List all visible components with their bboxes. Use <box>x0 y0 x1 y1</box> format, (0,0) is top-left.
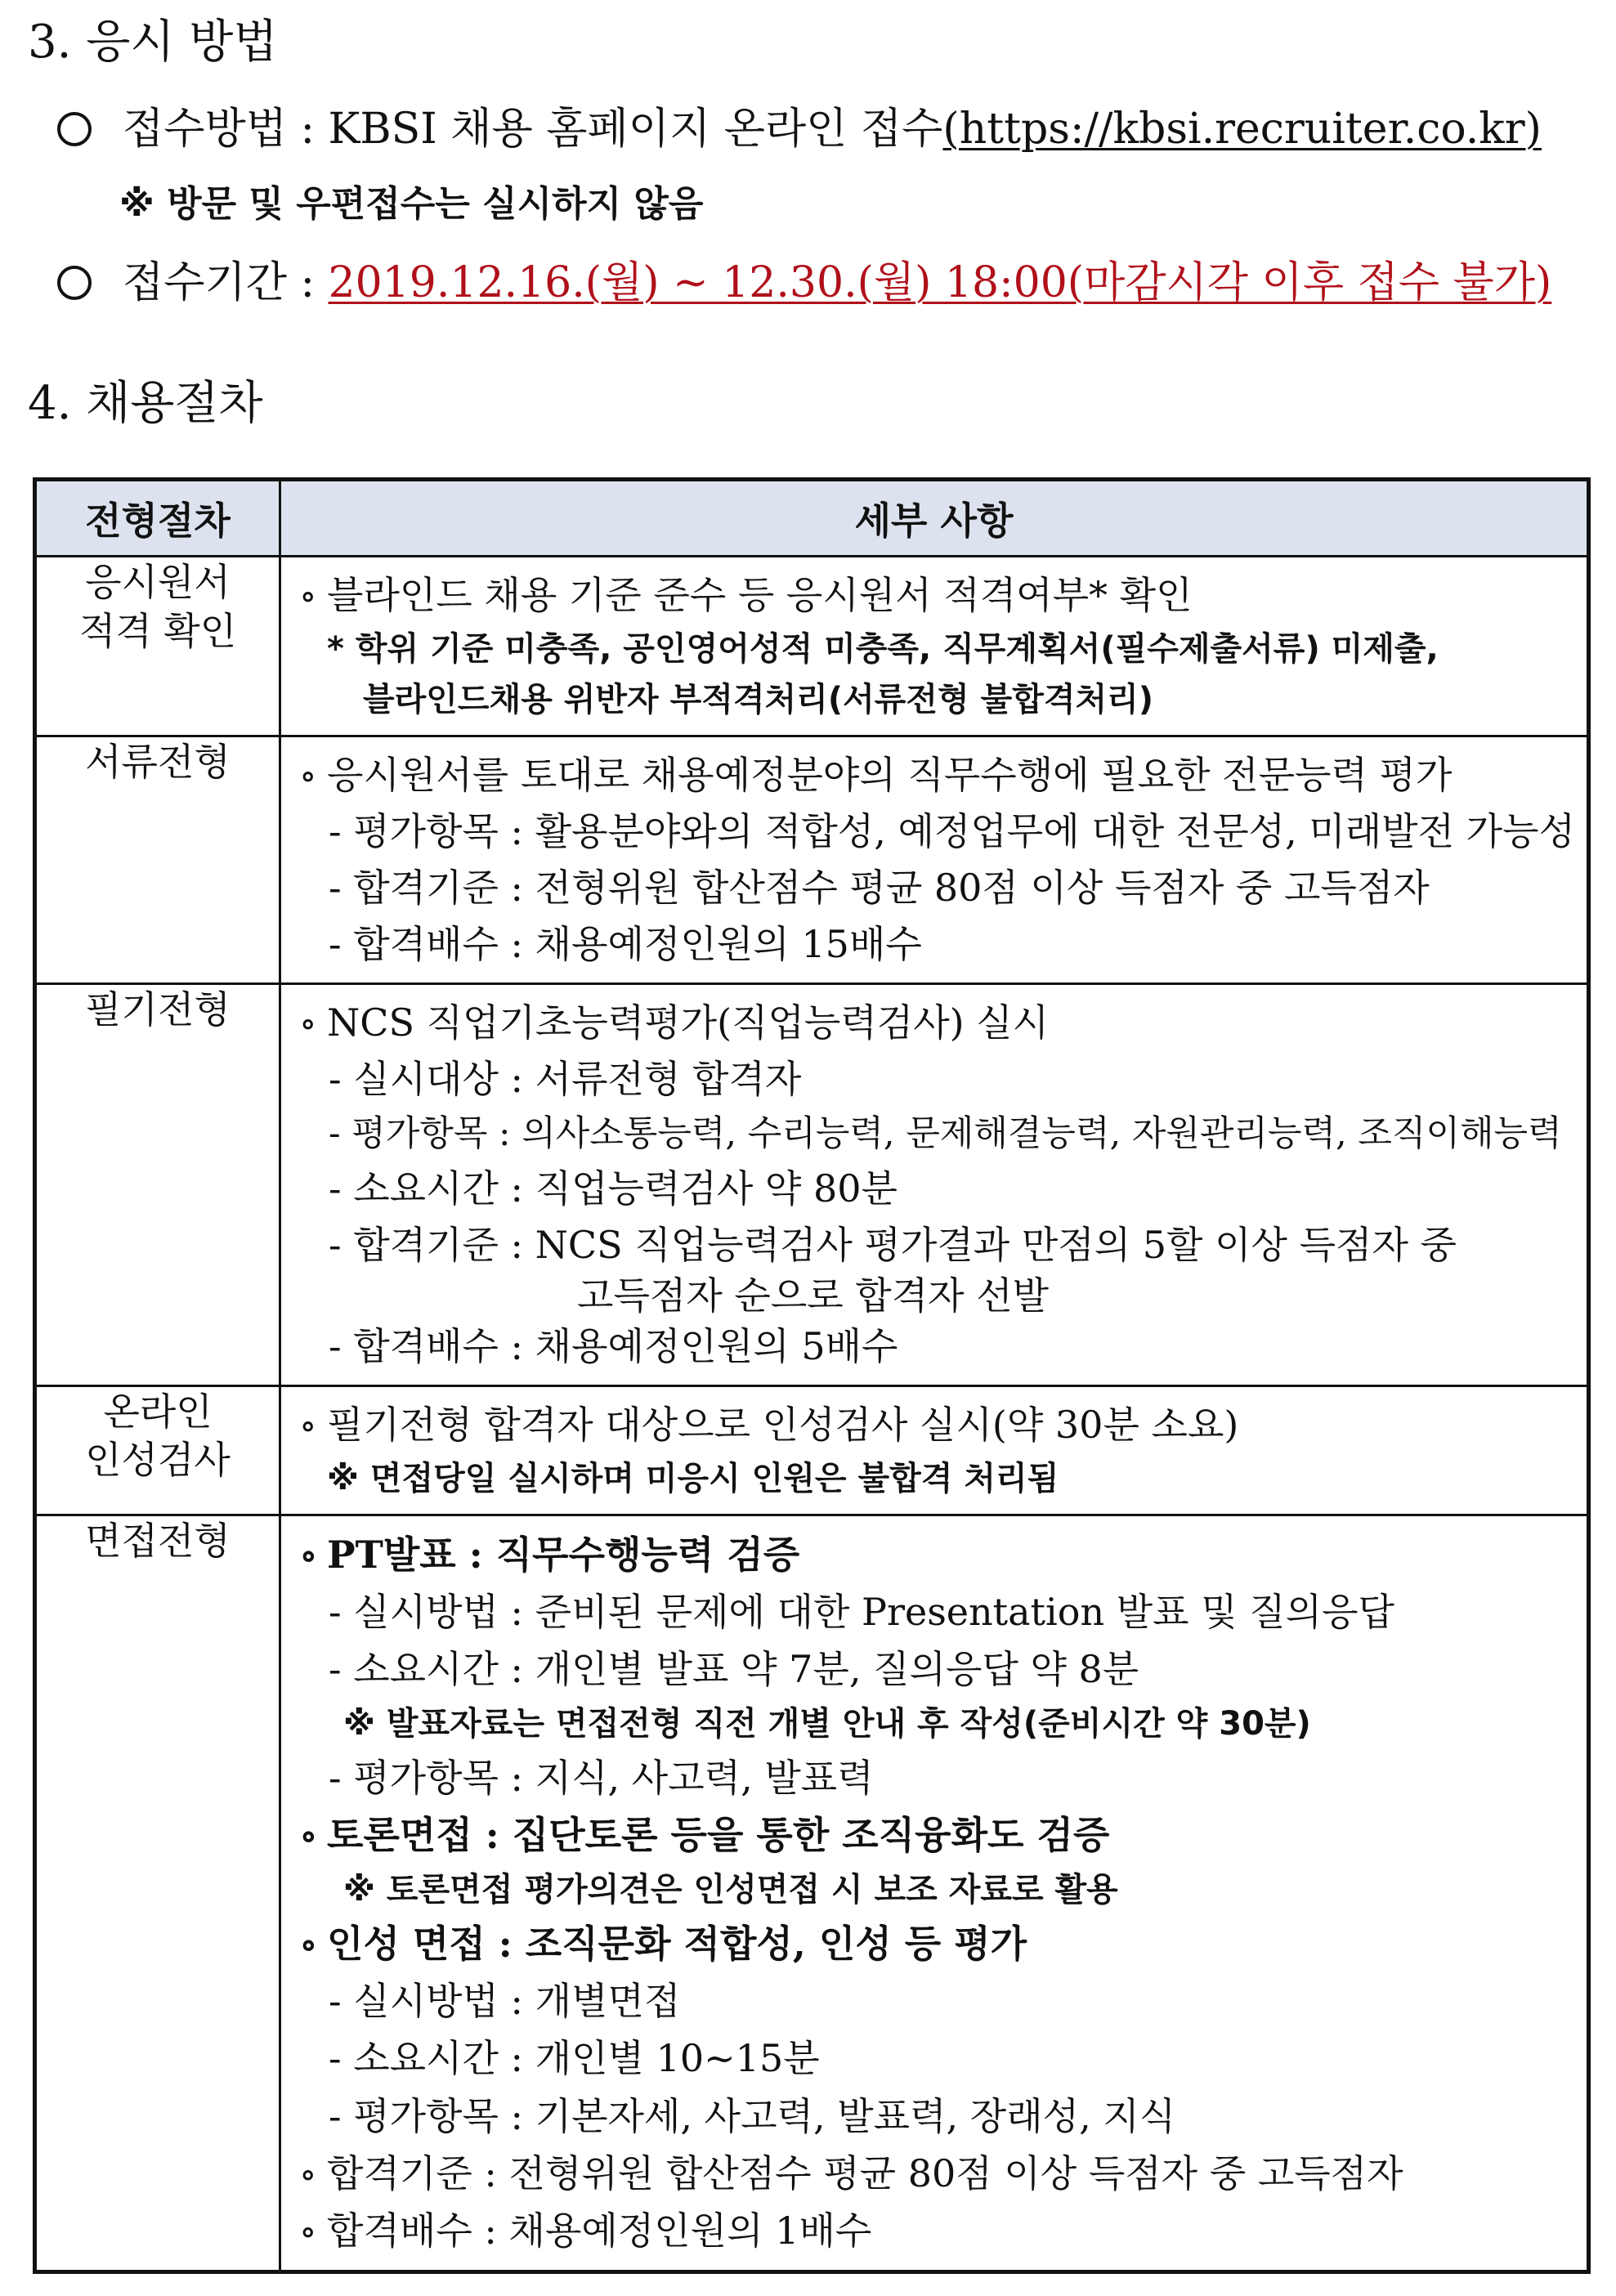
detail-item: ∘ 응시원서를 토대로 채용예정분야의 직무수행에 필요한 전문능력 평가 <box>299 747 1575 803</box>
method-value: KBSI 채용 홈페이지 온라인 접수 <box>328 105 943 154</box>
detail-cell <box>280 557 1589 736</box>
detail-subitem: - 평가항목 : 의사소통능력, 수리능력, 문제해결능력, 자원관리능력, 조직이해능력 <box>299 1108 1575 1161</box>
method-url[interactable]: (https://kbsi.recruiter.co.kr) <box>942 105 1542 154</box>
detail-subitem: - 실시방법 : 준비된 문제에 대한 Presentation 발표 및 질의응답 <box>299 1583 1575 1640</box>
detail-subitem: - 합격배수 : 채용예정인원의 15배수 <box>299 916 1575 973</box>
detail-subitem: - 평가항목 : 지식, 사고력, 발표력 <box>299 1749 1575 1806</box>
detail-note: ※ 면접당일 실시하며 미응시 인원은 불합격 처리됨 <box>327 1459 1059 1497</box>
detail-item: ∘ 블라인드 채용 기준 준수 등 응시원서 적격여부* 확인 <box>299 567 1575 624</box>
stage-label: 서류전형 <box>85 740 231 784</box>
section4-title: 4. 채용절차 <box>28 377 263 430</box>
detail-item: ∘ 인성 면접 : 조직문화 적합성, 인성 등 평가 <box>299 1915 1575 1972</box>
detail-cell <box>280 736 1589 984</box>
table-row <box>35 1385 1589 1515</box>
detail-item: ∘ PT발표 : 직무수행능력 검증 <box>299 1526 1575 1583</box>
stage-label: 적격 확인 <box>78 608 237 653</box>
stage-cell <box>35 984 280 1386</box>
stage-label: 면접전형 <box>85 1518 231 1563</box>
detail-subitem: - 소요시간 : 직업능력검사 약 80분 <box>299 1161 1575 1217</box>
section3-title: 3. 응시 방법 <box>28 16 278 69</box>
detail-subitem: - 실시대상 : 서류전형 합격자 <box>299 1051 1575 1108</box>
detail-cell <box>280 1385 1589 1515</box>
detail-item: ∘ 합격배수 : 채용예정인원의 1배수 <box>299 2202 1575 2259</box>
detail-cell <box>280 984 1589 1386</box>
period-value: 2019.12.16.(월) ~ 12.30.(월) 18:00(마감시각 이후 접수 불가) <box>328 258 1552 307</box>
method-line <box>57 105 1542 154</box>
stage-cell <box>35 1515 280 2271</box>
stage-label: 인성검사 <box>85 1438 231 1483</box>
circle-bullet-icon <box>57 112 92 146</box>
detail-item: ∘ 합격기준 : 전형위원 합산점수 평균 80점 이상 득점자 중 고득점자 <box>299 2145 1575 2202</box>
detail-subitem: - 평가항목 : 기본자세, 사고력, 발표력, 장래성, 지식 <box>299 2088 1575 2145</box>
detail-continuation: 고득점자 순으로 합격자 선발 <box>577 1273 1050 1318</box>
detail-item: ∘ 토론면접 : 집단토론 등을 통한 조직융화도 검증 <box>299 1806 1575 1864</box>
detail-subitem: - 합격기준 : NCS 직업능력검사 평가결과 만점의 5할 이상 득점자 중 <box>299 1217 1575 1273</box>
method-note: ※ 방문 및 우편접수는 실시하지 않음 <box>119 183 704 225</box>
table-header-row <box>35 480 1589 557</box>
method-label: 접수방법 : <box>123 105 315 154</box>
period-label: 접수기간 : <box>123 258 315 307</box>
detail-subitem: - 합격기준 : 전형위원 합산점수 평균 80점 이상 득점자 중 고득점자 <box>299 860 1575 916</box>
period-line <box>57 258 1552 307</box>
stage-label: 필기전형 <box>85 987 231 1032</box>
detail-subitem: - 합격배수 : 채용예정인원의 5배수 <box>299 1318 1575 1375</box>
detail-note: * 학위 기준 미충족, 공인영어성적 미충족, 직무계획서(필수제출서류) 미제출, <box>327 630 1439 668</box>
detail-note: ※ 발표자료는 면접전형 직전 개별 안내 후 작성(준비시간 약 30분) <box>343 1704 1311 1743</box>
header-stage: 전형절차 <box>35 480 280 557</box>
detail-item: ∘ NCS 직업기초능력평가(직업능력검사) 실시 <box>299 995 1575 1051</box>
table-row <box>35 557 1589 736</box>
header-detail: 세부 사항 <box>280 480 1589 557</box>
stage-cell <box>35 736 280 984</box>
detail-subitem: - 소요시간 : 개인별 10~15분 <box>299 2030 1575 2087</box>
circle-bullet-icon <box>57 266 92 300</box>
stage-cell <box>35 1385 280 1515</box>
detail-subitem: - 실시방법 : 개별면접 <box>299 1972 1575 2030</box>
stage-label: 응시원서 <box>85 560 231 604</box>
stage-label: 온라인 <box>103 1389 213 1434</box>
table-row <box>35 736 1589 984</box>
table-row <box>35 984 1589 1386</box>
detail-item: ∘ 필기전형 합격자 대상으로 인성검사 실시(약 30분 소요) <box>299 1397 1575 1453</box>
detail-note: ※ 토론면접 평가의견은 인성면접 시 보조 자료로 활용 <box>343 1870 1118 1909</box>
detail-subitem: - 소요시간 : 개인별 발표 약 7분, 질의응답 약 8분 <box>299 1640 1575 1698</box>
procedure-table <box>33 477 1591 2274</box>
stage-cell <box>35 557 280 736</box>
detail-note: 블라인드채용 위반자 부적격처리(서류전형 불합격처리) <box>363 681 1154 718</box>
table-row <box>35 1515 1589 2271</box>
detail-cell <box>280 1515 1589 2271</box>
detail-subitem: - 평가항목 : 활용분야와의 적합성, 예정업무에 대한 전문성, 미래발전 가능성 <box>299 803 1575 860</box>
